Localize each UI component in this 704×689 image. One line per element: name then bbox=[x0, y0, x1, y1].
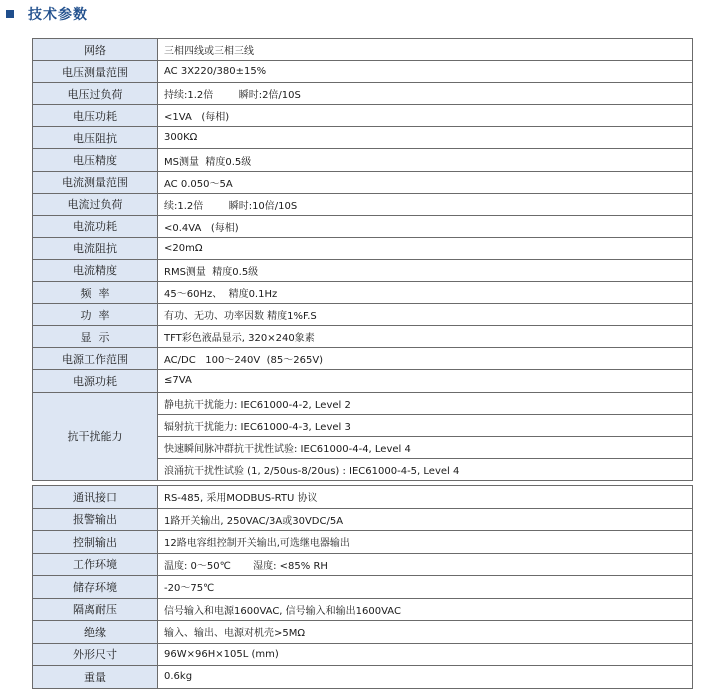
row-value: AC/DC 100～240V (85～265V) bbox=[158, 348, 693, 370]
table-row bbox=[33, 486, 693, 509]
table-row bbox=[33, 282, 693, 304]
row-value: 温度: 0～50℃ 湿度: <85% RH bbox=[158, 553, 693, 576]
row-label: 电压阻抗 bbox=[33, 127, 158, 149]
row-value: 300KΩ bbox=[158, 127, 693, 149]
row-label: 电压过负荷 bbox=[33, 83, 158, 105]
row-value: 1路开关输出, 250VAC/3A或30VDC/5A bbox=[158, 508, 693, 531]
table-row bbox=[33, 643, 693, 666]
emc-value: 辐射抗干扰能力: IEC61000-4-3, Level 3 bbox=[158, 414, 693, 436]
row-label: 储存环境 bbox=[33, 576, 158, 599]
table-row bbox=[33, 105, 693, 127]
row-label: 控制输出 bbox=[33, 531, 158, 554]
row-value: TFT彩色液晶显示, 320×240象素 bbox=[158, 326, 693, 348]
row-value: 45～60Hz、 精度0.1Hz bbox=[158, 282, 693, 304]
row-value: 持续:1.2倍 瞬时:2倍/10S bbox=[158, 83, 693, 105]
row-label: 电流精度 bbox=[33, 259, 158, 281]
emc-value: 静电抗干扰能力: IEC61000-4-2, Level 2 bbox=[158, 392, 693, 414]
row-value: AC 0.050～5A bbox=[158, 171, 693, 193]
table-row bbox=[33, 370, 693, 392]
row-label: 电流功耗 bbox=[33, 215, 158, 237]
table-row bbox=[33, 598, 693, 621]
row-value: MS测量 精度0.5级 bbox=[158, 149, 693, 171]
row-value: RS-485, 采用MODBUS-RTU 协议 bbox=[158, 486, 693, 509]
row-value: 12路电容组控制开关输出,可选继电器输出 bbox=[158, 531, 693, 554]
general-spec-table bbox=[32, 485, 693, 689]
row-value: <20mΩ bbox=[158, 237, 693, 259]
row-label: 频 率 bbox=[33, 282, 158, 304]
table-row bbox=[33, 259, 693, 281]
table-row bbox=[33, 508, 693, 531]
table-row bbox=[33, 127, 693, 149]
row-value: ≤7VA bbox=[158, 370, 693, 392]
section-title: 技术参数 bbox=[28, 7, 88, 23]
table-row bbox=[33, 348, 693, 370]
table-row bbox=[33, 304, 693, 326]
row-label: 电压精度 bbox=[33, 149, 158, 171]
row-value: 输入、输出、电源对机壳>5MΩ bbox=[158, 621, 693, 644]
table-row bbox=[33, 193, 693, 215]
table-row bbox=[33, 215, 693, 237]
row-label: 隔离耐压 bbox=[33, 598, 158, 621]
row-label: 显 示 bbox=[33, 326, 158, 348]
table-row bbox=[33, 171, 693, 193]
table-row bbox=[33, 83, 693, 105]
emc-value: 快速瞬间脉冲群抗干扰性试验: IEC61000-4-4, Level 4 bbox=[158, 436, 693, 458]
row-value: AC 3X220/380±15% bbox=[158, 61, 693, 83]
table-row bbox=[33, 149, 693, 171]
table-row bbox=[33, 553, 693, 576]
row-label: 电源功耗 bbox=[33, 370, 158, 392]
table-row bbox=[33, 392, 693, 414]
table-row bbox=[33, 666, 693, 689]
table-row bbox=[33, 61, 693, 83]
row-value: 续:1.2倍 瞬时:10倍/10S bbox=[158, 193, 693, 215]
section-heading bbox=[6, 4, 88, 24]
table-row bbox=[33, 576, 693, 599]
row-value: 有功、无功、功率因数 精度1%F.S bbox=[158, 304, 693, 326]
row-label: 工作环境 bbox=[33, 553, 158, 576]
row-label: 电源工作范围 bbox=[33, 348, 158, 370]
table-row bbox=[33, 237, 693, 259]
emc-label: 抗干扰能力 bbox=[33, 392, 158, 480]
row-label: 重量 bbox=[33, 666, 158, 689]
row-label: 功 率 bbox=[33, 304, 158, 326]
square-bullet-icon bbox=[6, 10, 14, 18]
row-label: 电流测量范围 bbox=[33, 171, 158, 193]
table-row bbox=[33, 326, 693, 348]
row-label: 外形尺寸 bbox=[33, 643, 158, 666]
table-row bbox=[33, 621, 693, 644]
row-label: 网络 bbox=[33, 39, 158, 61]
emc-value: 浪涌抗干扰性试验 (1, 2/50us-8/20us) : IEC61000-4-5, Level 4 bbox=[158, 458, 693, 480]
row-label: 电流阻抗 bbox=[33, 237, 158, 259]
table-row bbox=[33, 39, 693, 61]
row-value: <0.4VA (每相) bbox=[158, 215, 693, 237]
electrical-spec-table bbox=[32, 38, 693, 481]
table-row bbox=[33, 531, 693, 554]
row-label: 电压测量范围 bbox=[33, 61, 158, 83]
row-value: <1VA (每相) bbox=[158, 105, 693, 127]
row-value: 三相四线或三相三线 bbox=[158, 39, 693, 61]
row-value: 0.6kg bbox=[158, 666, 693, 689]
row-label: 报警输出 bbox=[33, 508, 158, 531]
row-label: 绝缘 bbox=[33, 621, 158, 644]
row-label: 通讯接口 bbox=[33, 486, 158, 509]
row-value: RMS测量 精度0.5级 bbox=[158, 259, 693, 281]
row-label: 电压功耗 bbox=[33, 105, 158, 127]
row-value: 信号输入和电源1600VAC, 信号输入和输出1600VAC bbox=[158, 598, 693, 621]
row-value: -20～75℃ bbox=[158, 576, 693, 599]
row-value: 96W×96H×105L (mm) bbox=[158, 643, 693, 666]
row-label: 电流过负荷 bbox=[33, 193, 158, 215]
